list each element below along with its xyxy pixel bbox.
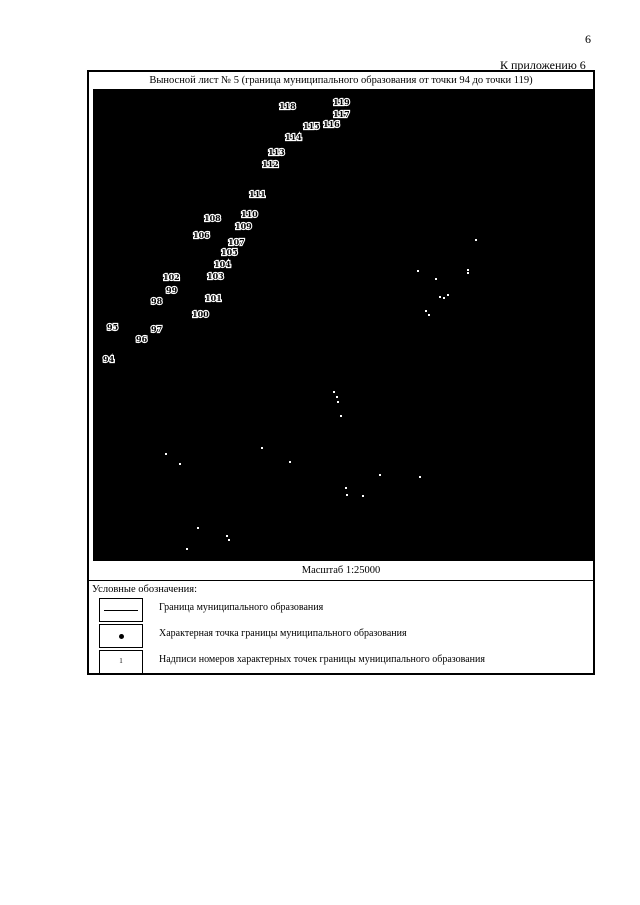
point-label-116: 116 — [323, 119, 340, 129]
point-label-108: 108 — [204, 213, 221, 223]
terrain-speck — [345, 487, 347, 489]
terrain-speck — [467, 269, 469, 271]
terrain-speck — [165, 453, 167, 455]
map-canvas[interactable] — [93, 89, 593, 561]
terrain-speck — [379, 474, 381, 476]
map-scale: Масштаб 1:25000 — [301, 565, 381, 576]
legend-item-label: Надписи номеров характерных точек границы муниципального образования — [159, 654, 485, 665]
appendix-label: К приложению 6 — [500, 58, 586, 72]
sheet-title: Выносной лист № 5 (граница муниципального образования от точки 94 до точки 119) — [149, 75, 533, 86]
map-drawing — [93, 89, 593, 561]
point-label-100: 100 — [192, 309, 209, 319]
terrain-speck — [333, 391, 335, 393]
map-sheet — [87, 70, 595, 675]
map-terrain-speckles — [165, 239, 477, 550]
terrain-speck — [428, 314, 430, 316]
point-label-119: 119 — [333, 97, 350, 107]
terrain-speck — [179, 463, 181, 465]
point-label-112: 112 — [262, 159, 279, 169]
terrain-speck — [362, 495, 364, 497]
terrain-speck — [261, 447, 263, 449]
legend-item-label: Характерная точка границы муниципального образования — [159, 628, 407, 639]
point-label-99: 99 — [166, 285, 178, 295]
point-label-109: 109 — [235, 221, 252, 231]
number-sample: 1 — [119, 657, 123, 665]
point-label-98: 98 — [151, 296, 163, 306]
point-label-96: 96 — [136, 334, 148, 344]
point-label-107: 107 — [228, 237, 245, 247]
point-label-105: 105 — [221, 247, 238, 257]
point-label-111: 111 — [249, 189, 266, 199]
point-label-102: 102 — [163, 272, 180, 282]
point-label-104: 104 — [214, 259, 231, 269]
point-label-101: 101 — [205, 293, 222, 303]
terrain-speck — [197, 527, 199, 529]
point-label-95: 95 — [107, 322, 119, 332]
point-label-117: 117 — [333, 109, 350, 119]
terrain-speck — [226, 535, 228, 537]
legend-separator — [89, 580, 593, 581]
terrain-speck — [228, 539, 230, 541]
terrain-speck — [346, 494, 348, 496]
terrain-speck — [447, 294, 449, 296]
legend-item-number — [99, 650, 589, 676]
legend-item-point — [99, 624, 589, 650]
boundary-line-icon — [99, 598, 143, 622]
terrain-speck — [336, 396, 338, 398]
point-label-106: 106 — [193, 230, 210, 240]
point-label-94: 94 — [103, 354, 115, 364]
point-label-118: 118 — [279, 101, 296, 111]
point-label-97: 97 — [151, 324, 163, 334]
terrain-speck — [417, 270, 419, 272]
point-dot-icon — [99, 624, 143, 648]
terrain-speck — [467, 272, 469, 274]
terrain-speck — [186, 548, 188, 550]
number-label-icon — [99, 650, 143, 674]
terrain-speck — [289, 461, 291, 463]
point-labels — [103, 97, 350, 364]
legend-item-label: Граница муниципального образования — [159, 602, 324, 613]
terrain-speck — [425, 310, 427, 312]
legend-title: Условные обозначения: — [92, 584, 198, 595]
point-label-114: 114 — [285, 132, 302, 142]
point-label-103: 103 — [207, 271, 224, 281]
terrain-speck — [443, 297, 445, 299]
terrain-speck — [439, 296, 441, 298]
terrain-speck — [475, 239, 477, 241]
legend-item-boundary — [99, 598, 589, 624]
terrain-speck — [337, 401, 339, 403]
page-number: 6 — [585, 32, 591, 46]
point-label-113: 113 — [268, 147, 285, 157]
terrain-speck — [340, 415, 342, 417]
terrain-speck — [435, 278, 437, 280]
point-label-115: 115 — [303, 121, 320, 131]
dot-icon — [119, 634, 124, 639]
terrain-speck — [419, 476, 421, 478]
point-label-110: 110 — [241, 209, 258, 219]
